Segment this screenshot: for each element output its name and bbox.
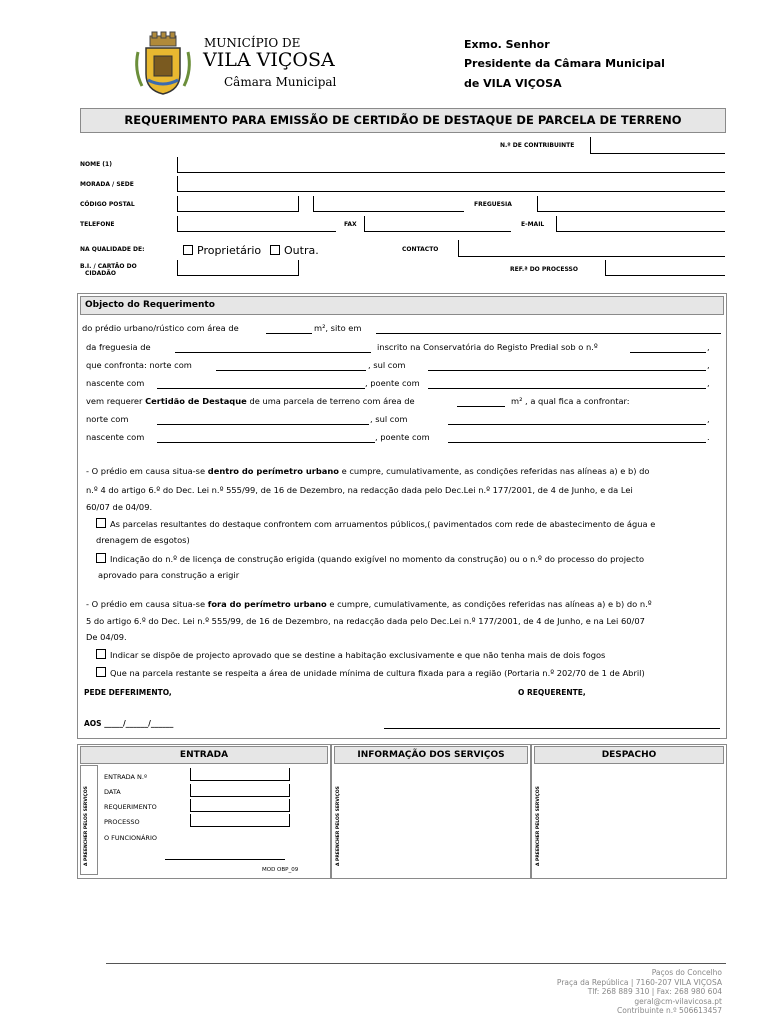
confronta-norte-field[interactable]: [216, 370, 366, 371]
norte-com-label: norte com: [86, 414, 129, 424]
p2c: e cumpre, cumulativamente, as condições referidas nas alíneas a) e b) do n.º: [329, 599, 652, 609]
municipal-coat-of-arms-logo: [128, 30, 198, 100]
informacao-box: [331, 744, 531, 879]
parcela-norte-field[interactable]: [157, 424, 369, 425]
c2b: aprovado para construção a erigir: [98, 570, 240, 580]
entrada-side-strip: [80, 765, 98, 875]
sul-com-label-2: , sul com: [370, 414, 408, 424]
processo-field[interactable]: [190, 814, 290, 827]
bi-label-2: CIDADÃO: [85, 270, 116, 277]
freguesia-de-field[interactable]: [175, 352, 371, 353]
outra-checkbox[interactable]: [270, 245, 280, 255]
ref-processo-field[interactable]: [605, 260, 725, 276]
footer-line3: Tlf: 268 889 310 | Fax: 268 980 604: [587, 987, 722, 996]
objecto-l3a: que confronta: norte com: [86, 360, 192, 370]
entrada-side-label: A PREENCHER PELOS SERVIÇOS: [84, 786, 89, 866]
p2-line1: [86, 599, 652, 609]
p1-line1: [86, 466, 650, 476]
footer-line1: Paços do Concelho: [651, 968, 722, 977]
funcionario-signature-line[interactable]: [165, 859, 285, 860]
form-title-bar: [80, 108, 726, 133]
freguesia-label: FREGUESIA: [474, 201, 512, 208]
area-field[interactable]: [266, 333, 312, 334]
comma: ,: [707, 360, 710, 370]
informacao-side-label: A PREENCHER PELOS SERVIÇOS: [336, 786, 341, 866]
addressee-line3: de VILA VIÇOSA: [464, 77, 562, 90]
telefone-label: TELEFONE: [80, 221, 115, 228]
bi-field[interactable]: [177, 260, 299, 276]
logo-municipio: MUNICÍPIO DE: [204, 36, 301, 50]
requerimento-label: REQUERIMENTO: [104, 803, 157, 811]
p2-line2: 5 do artigo 6.º do Dec. Lei n.º 555/99, de 16 de Dezembro, na redacção dada pelo Dec.Lei n.º 177/2001, de 4 de Junho, e na Lei 60/07: [86, 616, 645, 626]
licenca-checkbox[interactable]: [96, 553, 106, 563]
nascente-com-label-1: nascente com: [86, 378, 145, 388]
processo-label: PROCESSO: [104, 818, 140, 826]
entrada-header: [80, 746, 328, 764]
fax-label: FAX: [344, 221, 357, 228]
c2a: Indicação do n.º de licença de construção erigida (quando exigível no momento da construção) ou o n.º do processo do projecto: [110, 554, 645, 564]
c3: Indicar se dispõe de projecto aprovado que se destine a habitação exclusivamente e que não tenha mais de dois fogos: [110, 650, 606, 660]
logo-vila-vicosa: VILA VIÇOSA: [203, 49, 335, 71]
requerente-signature-line[interactable]: [384, 728, 720, 729]
objecto-l1a: do prédio urbano/rústico com área de: [82, 323, 239, 333]
telefone-field[interactable]: [177, 216, 336, 232]
proprietario-label: Proprietário: [197, 244, 262, 257]
objecto-l5: [86, 396, 415, 406]
email-label: E-MAIL: [521, 221, 545, 228]
check-projecto-aprovado[interactable]: [96, 649, 605, 660]
arruamentos-checkbox[interactable]: [96, 518, 106, 528]
check-licenca[interactable]: [96, 553, 644, 564]
parcela-area-field[interactable]: [457, 406, 505, 407]
sul-com-label-1: , sul com: [368, 360, 406, 370]
p2a: - O prédio em causa situa-se: [86, 599, 206, 609]
proprietario-checkbox[interactable]: [183, 245, 193, 255]
p1a: - O prédio em causa situa-se: [86, 466, 206, 476]
footer-divider: [106, 963, 726, 964]
entrada-title: ENTRADA: [179, 750, 229, 760]
nome-label: NOME (1): [80, 161, 112, 168]
footer-line4: geral@cm-vilavicosa.pt: [634, 996, 722, 1006]
check-arruamentos[interactable]: [96, 518, 655, 529]
proprietario-option[interactable]: [183, 244, 261, 257]
parcela-poente-field[interactable]: [448, 442, 706, 443]
data-label: DATA: [104, 788, 121, 796]
email-field[interactable]: [556, 216, 725, 232]
c1a: As parcelas resultantes do destaque confrontem com arruamentos públicos,( pavimentados com rede de abastecimento de água e: [110, 519, 656, 529]
confronta-sul-field[interactable]: [428, 370, 706, 371]
contribuinte-label: N.º DE CONTRIBUINTE: [500, 142, 575, 149]
addressee-line1: Exmo. Senhor: [464, 38, 550, 51]
comma: ,: [707, 414, 710, 424]
outra-label: Outra.: [284, 244, 319, 257]
p1c: e cumpre, cumulativamente, as condições referidas nas alíneas a) e b) do: [341, 466, 650, 476]
objecto-l2a: da freguesia de: [86, 342, 151, 352]
funcionario-label: O FUNCIONÁRIO: [104, 834, 157, 842]
confronta-nascente-field[interactable]: [157, 388, 365, 389]
pede-deferimento: PEDE DEFERIMENTO,: [84, 688, 172, 697]
nascente-com-label-2: nascente com: [86, 432, 145, 442]
footer-line2: Praça da República | 7160-207 VILA VIÇOSA: [556, 977, 722, 987]
qualidade-label: NA QUALIDADE DE:: [80, 246, 145, 253]
ref-processo-label: REF.ª DO PROCESSO: [510, 266, 578, 273]
objecto-l5a: vem requerer: [86, 396, 143, 406]
poente-com-label-2: , poente com: [375, 432, 430, 442]
despacho-side-label: A PREENCHER PELOS SERVIÇOS: [536, 786, 541, 866]
form-title: REQUERIMENTO PARA EMISSÃO DE CERTIDÃO DE DESTAQUE DE PARCELA DE TERRENO: [124, 113, 682, 127]
requerimento-field[interactable]: [190, 799, 290, 812]
comma: ,: [707, 378, 710, 388]
check-unidade-minima[interactable]: [96, 667, 645, 678]
codigo-postal-field-2[interactable]: [313, 196, 464, 212]
mod-code: MOD OBP_09: [262, 867, 299, 873]
fax-field[interactable]: [364, 216, 511, 232]
certidao-destaque-text: Certidão de Destaque: [145, 396, 247, 406]
codigo-postal-label: CÓDIGO POSTAL: [80, 201, 135, 208]
despacho-box: [531, 744, 727, 879]
dentro-perimetro-text: dentro do perímetro urbano: [207, 466, 339, 476]
addressee-line2: Presidente da Câmara Municipal: [464, 57, 665, 70]
registo-predial-field[interactable]: [630, 352, 706, 353]
entrada-n-label: ENTRADA N.º: [104, 773, 148, 781]
sito-em-field[interactable]: [376, 333, 721, 334]
parcela-sul-field[interactable]: [448, 424, 706, 425]
morada-field[interactable]: [177, 176, 725, 192]
objecto-l5d: m² , a qual fica a confrontar:: [511, 396, 630, 406]
p1-line2: n.º 4 do artigo 6.º do Dec. Lei n.º 555/99, de 16 de Dezembro, na redacção dada pelo Dec.Lei n.º 177/2001, de 4 de Junho, e da Lei: [86, 485, 633, 495]
c1b: drenagem de esgotos): [96, 535, 190, 545]
contacto-field[interactable]: [458, 240, 725, 257]
despacho-header: [534, 746, 724, 764]
footer-line5: Contribuinte n.º 506613457: [617, 1006, 722, 1015]
objecto-l5c: de uma parcela de terreno com área de: [249, 396, 415, 406]
parcela-nascente-field[interactable]: [157, 442, 375, 443]
despacho-title: DESPACHO: [601, 750, 657, 760]
objecto-header: [80, 296, 724, 315]
objecto-l2b: inscrito na Conservatória do Registo Predial sob o n.º: [377, 342, 598, 352]
codigo-postal-field-1[interactable]: [177, 196, 299, 212]
c4: Que na parcela restante se respeita a área de unidade mínima de cultura fixada para a região (Portaria n.º 202/70 de 1 de Abril): [110, 668, 645, 678]
data-field[interactable]: [190, 784, 290, 797]
entrada-n-field[interactable]: [190, 768, 290, 781]
logo-camara-municipal: Câmara Municipal: [224, 75, 337, 89]
projecto-aprovado-checkbox[interactable]: [96, 649, 106, 659]
period: .: [707, 432, 710, 442]
contacto-label: CONTACTO: [402, 246, 439, 253]
objecto-title: Objecto do Requerimento: [85, 300, 215, 310]
contribuinte-field[interactable]: [590, 137, 725, 154]
footer-address: [557, 968, 722, 1016]
confronta-poente-field[interactable]: [428, 388, 706, 389]
p1-line3: 60/07 de 04/09.: [86, 502, 153, 512]
bi-label-1: B.I. / CARTÃO DO: [80, 263, 137, 270]
poente-com-label-1: , poente com: [365, 378, 420, 388]
informacao-header: [334, 746, 528, 764]
comma: ,: [707, 342, 710, 352]
informacao-title: INFORMAÇÃO DOS SERVIÇOS: [357, 750, 505, 760]
nome-field[interactable]: [177, 157, 725, 173]
fora-perimetro-text: fora do perímetro urbano: [207, 599, 327, 609]
unidade-minima-checkbox[interactable]: [96, 667, 106, 677]
objecto-l1b: m², sito em: [314, 323, 362, 333]
o-requerente: O REQUERENTE,: [518, 688, 586, 697]
outra-option[interactable]: [270, 244, 319, 257]
aos-date[interactable]: AOS _____/______/______: [84, 719, 174, 728]
p2-line3: De 04/09.: [86, 632, 127, 642]
morada-label: MORADA / SEDE: [80, 181, 134, 188]
freguesia-field[interactable]: [537, 196, 725, 212]
